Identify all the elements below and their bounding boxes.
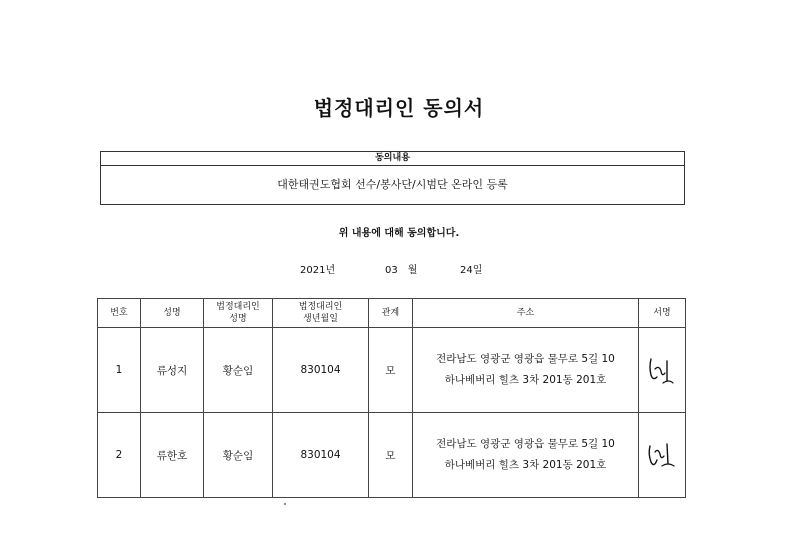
header-guardian-birth-l2: 생년월일 [303, 314, 338, 324]
address-line-1: 전라남도 영광군 영광읍 물무로 5길 10 [436, 438, 615, 450]
cell-guardian-birth: 830104 [273, 413, 369, 498]
header-signature: 서명 [639, 299, 686, 328]
header-address: 주소 [413, 299, 639, 328]
header-guardian-name [204, 299, 273, 328]
cell-guardian-birth: 830104 [273, 328, 369, 413]
header-guardian-name-l1: 법정대리인 [216, 302, 260, 312]
table-row [98, 328, 686, 413]
consent-box [100, 151, 685, 205]
signature-table [97, 298, 686, 498]
date-day [460, 261, 482, 276]
document-title: 법정대리인 동의서 [313, 96, 485, 120]
consent-statement: 위 내용에 대해 동의합니다. [338, 228, 460, 239]
cell-relation: 모 [369, 328, 413, 413]
header-no: 번호 [98, 299, 141, 328]
cell-no: 2 [98, 413, 141, 498]
cell-signature [639, 413, 686, 498]
address-line-1: 전라남도 영광군 영광읍 물무로 5길 10 [436, 353, 615, 365]
header-name: 성명 [141, 299, 204, 328]
cell-signature [639, 328, 686, 413]
cell-guardian-name: 황순임 [204, 328, 273, 413]
consent-header: 동의내용 [101, 152, 684, 166]
cell-name: 류한호 [141, 413, 204, 498]
header-guardian-name-l2: 성명 [229, 314, 247, 324]
cell-name: 류성지 [141, 328, 204, 413]
table-row [98, 413, 686, 498]
date-month-value: 03 [385, 265, 398, 276]
date-year-value: 2021 [300, 265, 326, 276]
date-year [300, 261, 335, 276]
date-day-unit: 일 [472, 265, 483, 276]
address-line-2: 하나베버리 힐츠 3차 201동 201호 [444, 374, 607, 386]
scan-speck [284, 503, 286, 505]
header-guardian-birth [273, 299, 369, 328]
cell-address [413, 328, 639, 413]
cell-address [413, 413, 639, 498]
date-day-value: 24 [460, 265, 473, 276]
date-month-unit: 월 [407, 265, 418, 276]
header-guardian-birth-l1: 법정대리인 [298, 302, 343, 312]
table-header-row [98, 299, 686, 328]
cell-guardian-name: 황순임 [204, 413, 273, 498]
handwritten-signature-icon [645, 353, 679, 387]
header-relation: 관계 [369, 299, 413, 328]
handwritten-signature-icon [645, 438, 679, 472]
date-month [385, 261, 417, 276]
address-line-2: 하나베버리 힐츠 3차 201동 201호 [444, 459, 607, 471]
cell-relation: 모 [369, 413, 413, 498]
date-year-unit: 년 [325, 265, 336, 276]
consent-body: 대한태권도협회 선수/봉사단/시범단 온라인 등록 [277, 178, 508, 191]
cell-no: 1 [98, 328, 141, 413]
